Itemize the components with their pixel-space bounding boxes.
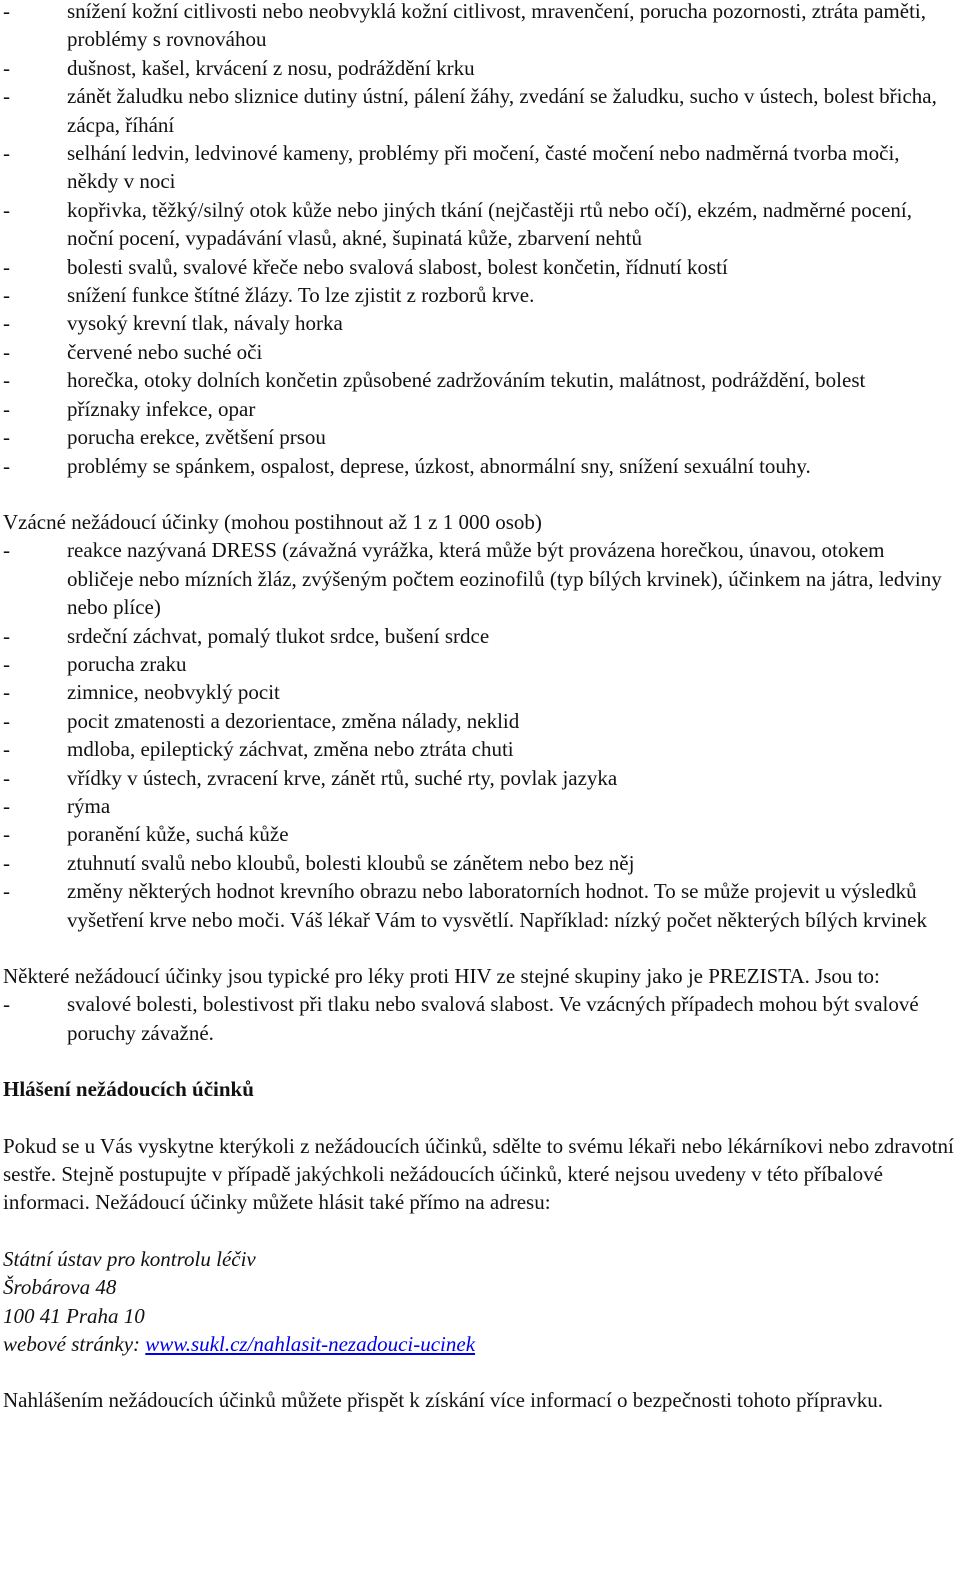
agency-street: Šrobárova 48 xyxy=(3,1275,117,1300)
side-effects-list-common xyxy=(3,0,955,480)
list-dash: - xyxy=(3,84,10,109)
list-item-text: změny některých hodnot krevního obrazu nebo laboratorních hodnot. To se může projevit u výsledků vyšetření krve nebo moči. Váš lékař Vám to vysvětlí. Například: nízký počet některých bílých krvinek xyxy=(67,879,927,932)
list-item xyxy=(3,452,955,480)
list-dash: - xyxy=(3,737,10,762)
list-item-text: dušnost, kašel, krvácení z nosu, podráždění krku xyxy=(67,55,475,80)
list-item-text: vřídky v ústech, zvracení krve, zánět rtů, suché rty, povlak jazyka xyxy=(67,765,618,790)
list-item-text: mdloba, epileptický záchvat, změna nebo ztráta chuti xyxy=(67,737,514,762)
list-item xyxy=(3,0,955,54)
list-item xyxy=(3,678,955,706)
rare-effects-heading: Vzácné nežádoucí účinky (mohou postihnout až 1 z 1 000 osob) xyxy=(3,509,542,534)
list-item-text: snížení funkce štítné žlázy. To lze zjistit z rozborů krve. xyxy=(67,283,535,308)
list-dash: - xyxy=(3,425,10,450)
list-item xyxy=(3,820,955,848)
list-item xyxy=(3,139,955,196)
agency-web-line xyxy=(3,1330,955,1358)
list-dash: - xyxy=(3,651,10,676)
list-item xyxy=(3,423,955,451)
spacer xyxy=(3,1358,955,1386)
list-item-text: kopřivka, těžký/silný otok kůže nebo jiných tkání (nejčastěji rtů nebo očí), ekzém, nadměrné pocení, noční pocení, vypadávání vlasů, akné, šupinatá kůže, zbarvení nehtů xyxy=(67,197,912,251)
list-item xyxy=(3,82,955,139)
list-item-text: problémy se spánkem, ospalost, deprese, úzkost, abnormální sny, snížení sexuální touhy. xyxy=(67,453,811,478)
closing-paragraph: Nahlášením nežádoucích účinků můžete přispět k získání více informací o bezpečnosti tohoto přípravku. xyxy=(3,1388,883,1413)
list-dash: - xyxy=(3,254,10,279)
list-item xyxy=(3,622,955,650)
list-dash: - xyxy=(3,822,10,847)
list-item xyxy=(3,849,955,877)
list-item-text: zimnice, neobvyklý pocit xyxy=(67,680,280,705)
list-item xyxy=(3,764,955,792)
list-item xyxy=(3,735,955,763)
list-item-text: ztuhnutí svalů nebo kloubů, bolesti kloubů se zánětem nebo bez něj xyxy=(67,850,635,875)
list-item-text: rýma xyxy=(67,793,111,818)
list-item-text: bolesti svalů, svalové křeče nebo svalová slabost, bolest končetin, řídnutí kostí xyxy=(67,254,728,279)
list-item xyxy=(3,792,955,820)
spacer xyxy=(3,1217,955,1245)
list-dash: - xyxy=(3,368,10,393)
agency-name: Státní ústav pro kontrolu léčiv xyxy=(3,1246,256,1271)
list-dash: - xyxy=(3,396,10,421)
spacer xyxy=(3,1104,955,1132)
list-item-text: poranění kůže, suchá kůže xyxy=(67,822,289,847)
list-item-text: horečka, otoky dolních končetin způsobené zadržováním tekutin, malátnost, podráždění, bolest xyxy=(67,368,866,393)
list-item xyxy=(3,990,955,1047)
list-item-text: příznaky infekce, opar xyxy=(67,396,256,421)
list-dash: - xyxy=(3,197,10,222)
side-effects-list-rare xyxy=(3,536,955,934)
list-item xyxy=(3,309,955,337)
spacer xyxy=(3,934,955,962)
list-dash: - xyxy=(3,339,10,364)
list-dash: - xyxy=(3,283,10,308)
list-dash: - xyxy=(3,765,10,790)
list-item-text: porucha zraku xyxy=(67,651,187,676)
list-item-text: snížení kožní citlivosti nebo neobvyklá kožní citlivost, mravenčení, porucha pozornosti, ztráta paměti, problémy s rovnováhou xyxy=(67,0,927,52)
list-item xyxy=(3,281,955,309)
side-effects-list-hiv xyxy=(3,990,955,1047)
list-item-text: červené nebo suché oči xyxy=(67,339,263,364)
list-item xyxy=(3,366,955,394)
list-item-text: srdeční záchvat, pomalý tlukot srdce, bušení srdce xyxy=(67,623,490,648)
list-item-text: pocit zmatenosti a dezorientace, změna nálady, neklid xyxy=(67,708,520,733)
document-page xyxy=(3,0,955,1415)
reporting-heading: Hlášení nežádoucích účinků xyxy=(3,1077,254,1102)
web-label: webové stránky: xyxy=(3,1332,146,1357)
list-item-text: reakce nazývaná DRESS (závažná vyrážka, která může být provázena horečkou, únavou, otokem obličeje nebo mízních žláz, zvýšeným počtem eozinofilů (typ bílých krvinek), účinkem na játra, ledviny nebo plíce) xyxy=(67,538,942,620)
list-dash: - xyxy=(3,992,10,1017)
list-item xyxy=(3,650,955,678)
list-dash: - xyxy=(3,55,10,80)
list-item xyxy=(3,253,955,281)
list-item-text: vysoký krevní tlak, návaly horka xyxy=(67,311,343,336)
list-dash: - xyxy=(3,453,10,478)
list-item xyxy=(3,395,955,423)
list-item xyxy=(3,196,955,253)
list-item xyxy=(3,877,955,934)
spacer xyxy=(3,1047,955,1075)
list-item xyxy=(3,707,955,735)
list-dash: - xyxy=(3,850,10,875)
list-item-text: selhání ledvin, ledvinové kameny, problémy při močení, časté močení nebo nadměrná tvorba moči, někdy v noci xyxy=(67,141,900,194)
list-item-text: svalové bolesti, bolestivost při tlaku nebo svalová slabost. Ve vzácných případech mohou být svalové poruchy závažné. xyxy=(67,992,919,1045)
list-dash: - xyxy=(3,793,10,818)
list-dash: - xyxy=(3,623,10,648)
list-item-text: zánět žaludku nebo sliznice dutiny ústní, pálení žáhy, zvedání se žaludku, sucho v ústech, bolest břicha, zácpa, říhání xyxy=(67,84,937,137)
spacer xyxy=(3,480,955,508)
agency-city: 100 41 Praha 10 xyxy=(3,1303,145,1328)
reporting-paragraph: Pokud se u Vás vyskytne kterýkoli z nežádoucích účinků, sdělte to svému lékaři nebo lékárníkovi nebo zdravotní sestře. Stejně postupujte v případě jakýchkoli nežádoucích účinků, které nejsou uvedeny v této příbalové informaci. Nežádoucí účinky můžete hlásit také přímo na adresu: xyxy=(3,1133,954,1215)
list-dash: - xyxy=(3,538,10,563)
list-dash: - xyxy=(3,0,10,23)
list-item xyxy=(3,338,955,366)
agency-address xyxy=(3,1245,955,1359)
list-item xyxy=(3,536,955,621)
hiv-class-paragraph: Některé nežádoucí účinky jsou typické pro léky proti HIV ze stejné skupiny jako je PREZISTA. Jsou to: xyxy=(3,964,880,988)
list-dash: - xyxy=(3,311,10,336)
web-link[interactable]: www.sukl.cz/nahlasit-nezadouci-ucinek xyxy=(145,1332,476,1357)
list-dash: - xyxy=(3,708,10,733)
list-dash: - xyxy=(3,879,10,904)
list-item xyxy=(3,54,955,82)
list-dash: - xyxy=(3,680,10,705)
list-dash: - xyxy=(3,141,10,166)
list-item-text: porucha erekce, zvětšení prsou xyxy=(67,425,326,450)
